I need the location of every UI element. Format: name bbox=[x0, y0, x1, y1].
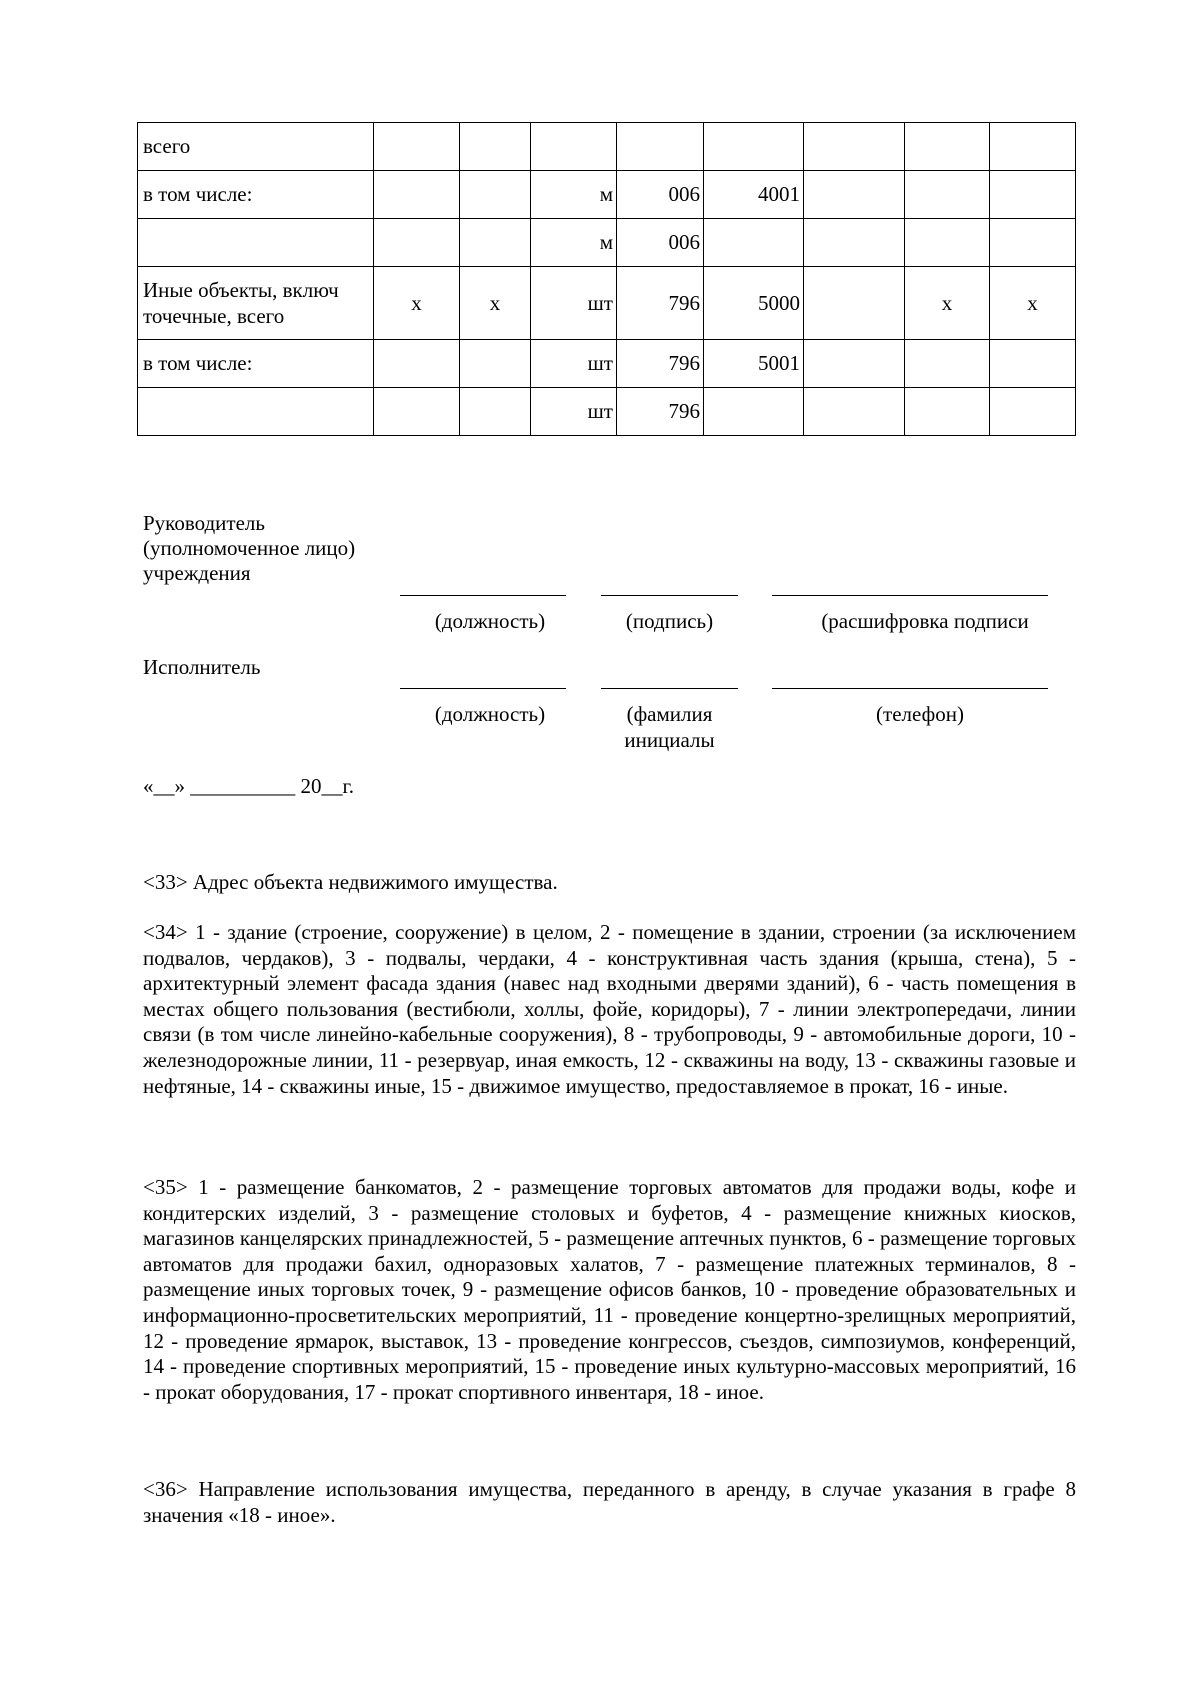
cell-line-code bbox=[704, 219, 804, 267]
caption-executor-position: (должность) bbox=[434, 702, 546, 726]
cell: x bbox=[460, 267, 531, 340]
cell bbox=[990, 388, 1076, 436]
caption-position: (должность) bbox=[434, 609, 546, 633]
cell bbox=[990, 340, 1076, 388]
row-label: всего bbox=[138, 123, 374, 171]
footnote-34: <34> 1 - здание (строение, сооружение) в целом, 2 - помещение в здании, строении (за исключением подвалов, чердаков), 3 - подвалы, чердаки, 4 - конструктивная часть здания (крыша, стена), 5 - архитектурный элемент фасада здания (навес над входными дверями зданий), 6 - часть помещения в местах общего пользования (вестибюли, холлы, фойе, коридоры), 7 - линии электропередачи, линии связи (в том числе линейно-кабельные сооружения), 8 - трубопроводы, 9 - автомобильные дороги, 10 - железнодорожные линии, 11 - резервуар, иная емкость, 12 - скважины на воду, 13 - скважины газовые и нефтяные, 14 - скважины иные, 15 - движимое имущество, предоставляемое в прокат, 16 - иные. bbox=[143, 920, 1076, 1098]
cell bbox=[990, 219, 1076, 267]
cell bbox=[804, 123, 905, 171]
cell bbox=[460, 340, 531, 388]
cell bbox=[990, 171, 1076, 219]
executor-phone-line bbox=[772, 688, 1048, 689]
caption-executor-phone: (телефон) bbox=[876, 702, 964, 726]
footnote-36: <36> Направление использования имущества, переданного в аренду, в случае указания в графе 8 значения «18 - иное». bbox=[143, 1477, 1076, 1527]
cell bbox=[374, 219, 460, 267]
cell bbox=[374, 171, 460, 219]
cell: x bbox=[374, 267, 460, 340]
row-label: Иные объекты, включ точечные, всего bbox=[138, 267, 374, 340]
cell-okei: 796 bbox=[617, 388, 704, 436]
cell-okei: 006 bbox=[617, 219, 704, 267]
cell bbox=[905, 340, 990, 388]
cell-unit: шт bbox=[531, 340, 617, 388]
row-label bbox=[138, 388, 374, 436]
footnote-33: <33> Адрес объекта недвижимого имущества. bbox=[143, 870, 558, 894]
row-label: в том числе: bbox=[138, 171, 374, 219]
cell bbox=[460, 388, 531, 436]
caption-signature-decoding: (расшифровка подписи bbox=[821, 609, 1029, 633]
cell bbox=[460, 171, 531, 219]
cell-unit bbox=[531, 123, 617, 171]
cell bbox=[804, 171, 905, 219]
cell-line-code: 4001 bbox=[704, 171, 804, 219]
position-signature-line bbox=[400, 595, 566, 596]
table-row bbox=[138, 267, 1076, 340]
cell-line-code bbox=[704, 388, 804, 436]
cell: x bbox=[905, 267, 990, 340]
caption-executor-name-2: инициалы bbox=[624, 728, 715, 752]
cell-okei: 006 bbox=[617, 171, 704, 219]
caption-signature: (подпись) bbox=[625, 609, 714, 633]
cell-okei bbox=[617, 123, 704, 171]
cell bbox=[905, 171, 990, 219]
cell bbox=[460, 123, 531, 171]
cell bbox=[804, 219, 905, 267]
cell-line-code bbox=[704, 123, 804, 171]
cell-okei: 796 bbox=[617, 267, 704, 340]
cell-okei: 796 bbox=[617, 340, 704, 388]
row-label: в том числе: bbox=[138, 340, 374, 388]
cell-unit: шт bbox=[531, 267, 617, 340]
executor-position-line bbox=[400, 688, 566, 689]
table-row bbox=[138, 219, 1076, 267]
cell bbox=[460, 219, 531, 267]
cell-unit: шт bbox=[531, 388, 617, 436]
head-title-line1: Руководитель bbox=[143, 511, 265, 535]
cell-line-code: 5000 bbox=[704, 267, 804, 340]
cell bbox=[905, 219, 990, 267]
table-row bbox=[138, 340, 1076, 388]
table-row bbox=[138, 123, 1076, 171]
date-line: «__» __________ 20__г. bbox=[143, 774, 354, 798]
cell-line-code: 5001 bbox=[704, 340, 804, 388]
head-title-line2: (уполномоченное лицо) bbox=[143, 536, 356, 560]
row-label bbox=[138, 219, 374, 267]
cell bbox=[804, 340, 905, 388]
signature-line bbox=[601, 595, 738, 596]
executor-label: Исполнитель bbox=[143, 655, 261, 679]
signature-decoding-line bbox=[772, 595, 1048, 596]
cell bbox=[905, 388, 990, 436]
cell bbox=[804, 388, 905, 436]
cell bbox=[804, 267, 905, 340]
cell bbox=[374, 388, 460, 436]
cell bbox=[374, 340, 460, 388]
table-row bbox=[138, 171, 1076, 219]
cell: x bbox=[990, 267, 1076, 340]
cell-unit: м bbox=[531, 219, 617, 267]
cell bbox=[990, 123, 1076, 171]
property-table bbox=[137, 122, 1076, 436]
executor-name-line bbox=[601, 688, 738, 689]
table-row bbox=[138, 388, 1076, 436]
cell bbox=[374, 123, 460, 171]
cell bbox=[905, 123, 990, 171]
head-title-line3: учреждения bbox=[143, 561, 251, 585]
cell-unit: м bbox=[531, 171, 617, 219]
footnote-35: <35> 1 - размещение банкоматов, 2 - размещение торговых автоматов для продажи воды, кофе и кондитерских изделий, 3 - размещение столовых и буфетов, 4 - размещение книжных киосков, магазинов канцелярских принадлежностей, 5 - размещение аптечных пунктов, 6 - размещение торговых автоматов для продажи бахил, одноразовых халатов, 7 - размещение платежных терминалов, 8 - размещение иных торговых точек, 9 - размещение офисов банков, 10 - проведение образовательных и информационно-просветительских мероприятий, 11 - проведение концертно-зрелищных мероприятий, 12 - проведение ярмарок, выставок, 13 - проведение конгрессов, съездов, симпозиумов, конференций, 14 - проведение спортивных мероприятий, 15 - проведение иных культурно-массовых мероприятий, 16 - прокат оборудования, 17 - прокат спортивного инвентаря, 18 - иное. bbox=[143, 1175, 1076, 1404]
caption-executor-name-1: (фамилия bbox=[626, 702, 713, 726]
